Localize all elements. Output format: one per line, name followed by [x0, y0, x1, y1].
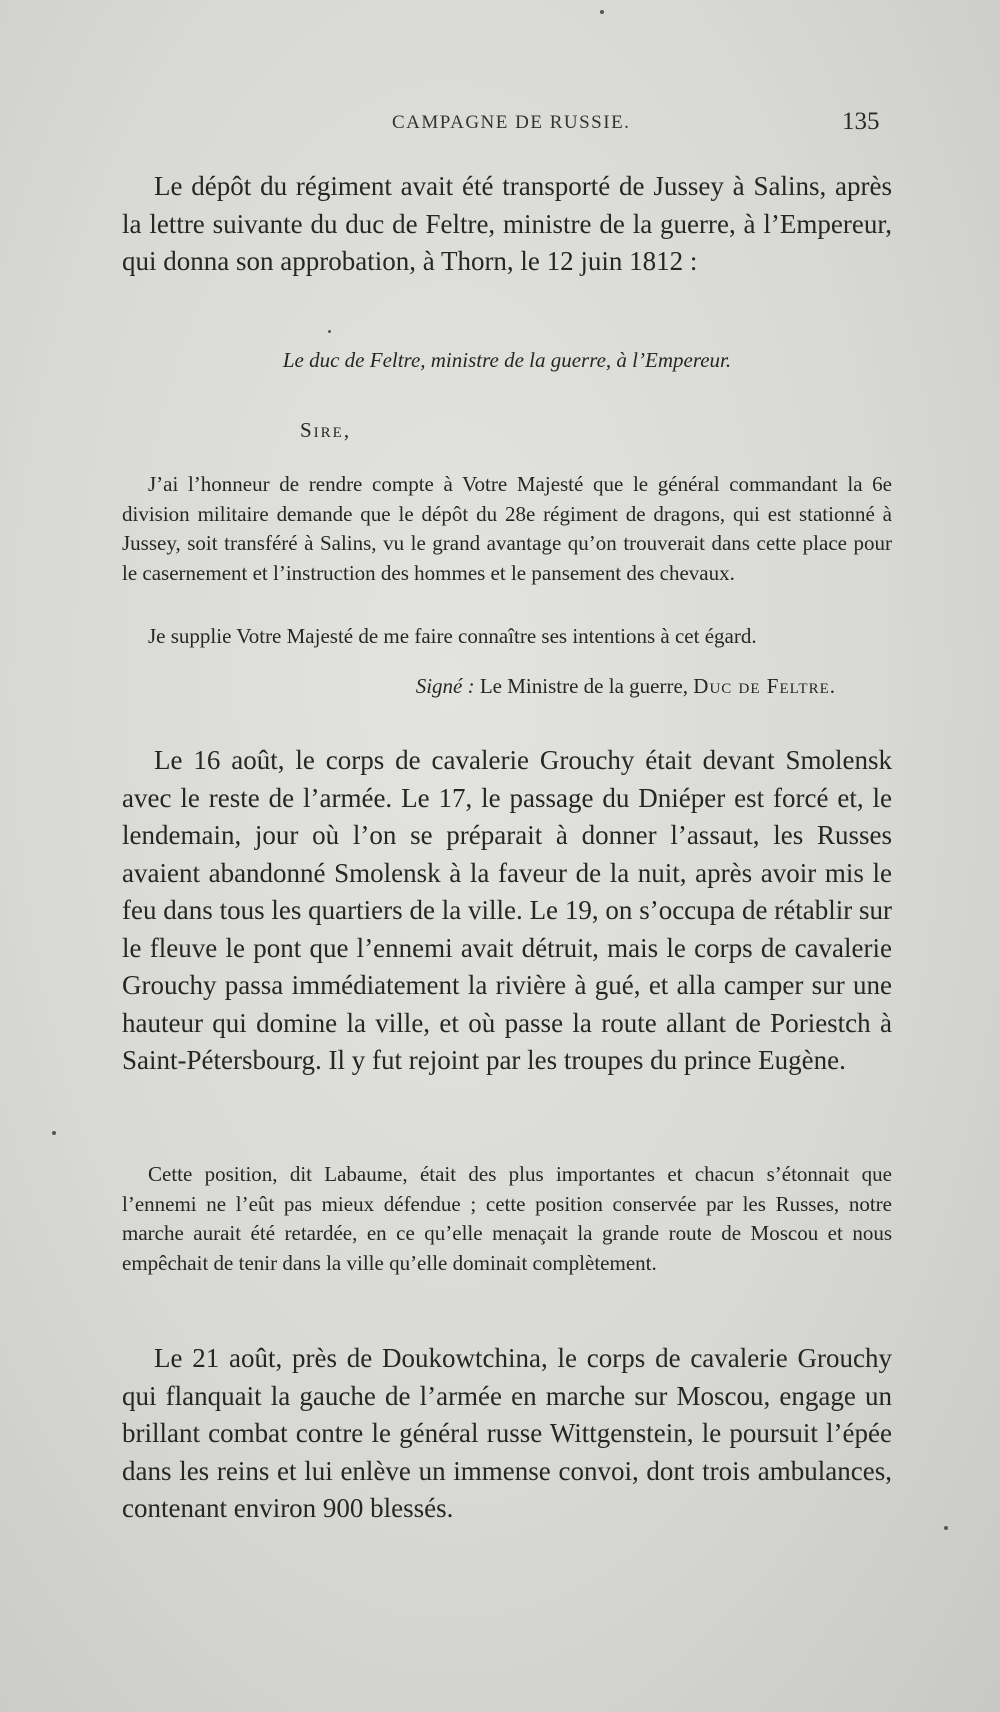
- page-number: 135: [842, 108, 880, 135]
- intro-paragraph: Le dépôt du régiment avait été transporté de Jussey à Salins, après la lettre suivante du duc de Feltre, ministre de la guerre, à l’Empereur, qui donna son approbation, à Thorn, le 12 juin 1812 :: [122, 171, 892, 276]
- signature-label: Signé :: [415, 674, 475, 698]
- signature-text: Le Ministre de la guerre,: [479, 674, 689, 698]
- letter-request: Je supplie Votre Majesté de me faire connaître ses intentions à cet égard.: [148, 624, 757, 648]
- running-title: CAMPAGNE DE RUSSIE.: [392, 112, 631, 133]
- letter-heading: Le duc de Feltre, ministre de la guerre, à l’Empereur.: [282, 348, 732, 372]
- smolensk-paragraph: Le 16 août, le corps de cavalerie Grouchy était devant Smolensk avec le reste de l’armée. Le 17, le passage du Dniéper est forcé et, le lendemain, jour où l’on se préparait à donner l’assaut, les Russes avaient abandonné Smolensk à la faveur de la nuit, après avoir mis le feu dans tous les quartiers de la ville. Le 19, on s’occupa de rétablir sur le fleuve le pont que l’ennemi avait détruit, mais le corps de cavalerie Grouchy passa immédiatement la rivière à gué, et alla camper sur une hauteur qui domine la ville, et où passe la route allant de Poriestch à Saint-Pétersbourg. Il y fut rejoint par les troupes du prince Eugène.: [122, 745, 892, 1075]
- letter-signature: [122, 674, 892, 699]
- letter-salutation: Sire,: [300, 418, 352, 442]
- signature-name: Duc de Feltre.: [693, 674, 836, 698]
- page-header: [0, 108, 1000, 142]
- paper-speck: [52, 1131, 56, 1135]
- labaume-quote: Cette position, dit Labaume, était des plus importantes et chacun s’étonnait que l’ennemi ne l’eût pas mieux défendue ; cette position conservée par les Russes, notre marche aurait été retardée, en ce qu’elle menaçait la grande route de Moscou et nous empêchait de tenir dans la ville qu’elle dominait complètement.: [122, 1162, 892, 1275]
- letter-body: J’ai l’honneur de rendre compte à Votre Majesté que le général commandant la 6e division militaire demande que le dépôt du 28e régiment de dragons, qui est stationné à Jussey, soit transféré à Salins, vu le grand avantage qu’on trouverait dans cette place pour le casernement et l’instruction des hommes et le pansement des chevaux.: [122, 472, 892, 585]
- paper-speck: [944, 1526, 948, 1530]
- paper-speck: [600, 10, 604, 14]
- doukowtchina-paragraph: Le 21 août, près de Doukowtchina, le corps de cavalerie Grouchy qui flanquait la gauche de l’armée en marche sur Moscou, engage un brillant combat contre le général russe Wittgenstein, le poursuit l’épée dans les reins et lui enlève un immense convoi, dont trois ambulances, contenant environ 900 blessés.: [122, 1343, 892, 1523]
- paper-speck: [328, 330, 331, 333]
